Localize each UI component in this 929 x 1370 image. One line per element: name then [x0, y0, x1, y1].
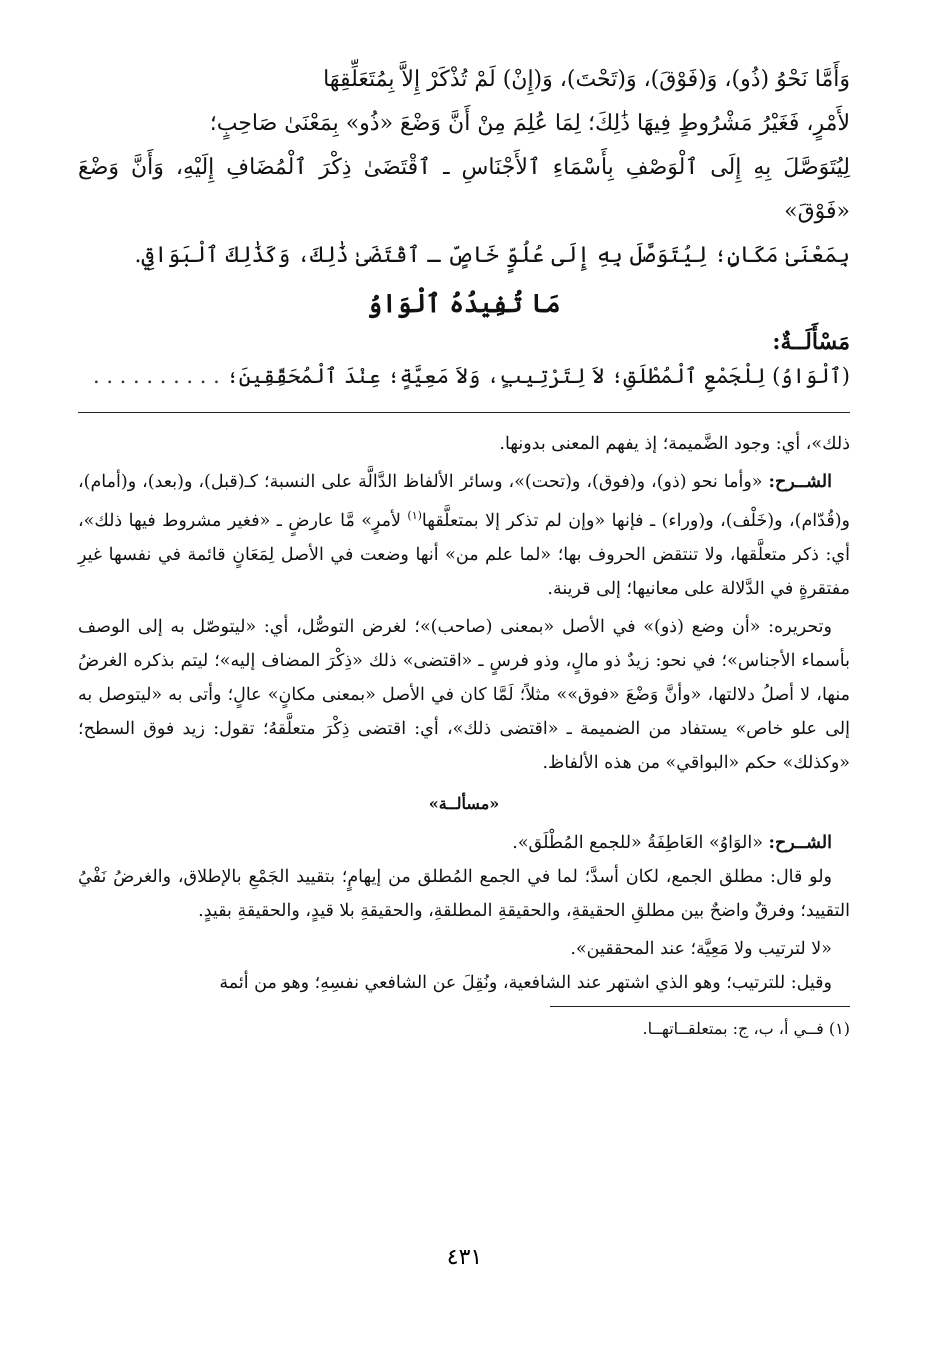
- sharh-text: لأمرٍ» مَّا عارضٍ ـ «فغير مشروط فيها ذلك»، أي: ذكر متعلَّقها، ولا تنتقض الحروف بها؛ «لما علم من» أنها وضعت في الأصل لِمَعَانٍ قائمة في نفسها غيرِ مفتقرةٍ في الدَّلالة على معانيها؛ إلى قرينة.: [78, 510, 850, 599]
- masala-text: (ٱلْوَاوُ) لِلْجَمْعِ ٱلْمُطْلَقِ؛ لاَ لِتَرْتِيبٍ، وَلاَ مَعِيَّةٍ؛ عِنْدَ ٱلْمُحَقِّقِينَ؛: [226, 364, 850, 388]
- footnote-rule: [550, 1006, 850, 1007]
- sharh-paragraph: ذلك»، أي: وجود الضَّميمة؛ إذ يفهم المعنى بدونها.: [499, 434, 850, 454]
- sharh-paragraph: وتحريره: «أن وضع (ذو)» في الأصل «بمعنى (صاحب)»؛ لغرض التوصُّل، أي: «ليتوصّل به إلى الوصف بأسماء الأجناس»؛ في نحو: زيدٌ ذو مالٍ، وذو فرسٍ ـ «اقتضى» ذلك «ذِكْرَ المضاف إليه»؛ ليتم بذكره الغرضُ منها، لا أصلُ دلالتها، «وأنَّ وَضْعَ «فوق»» مثلاً؛ لَمَّا كان في الأصل «بمعنى مكانٍ» عالٍ؛ وأتى به «ليتوصل به إلى علو خاص» يستفاد من الضميمة ـ «اقتضى ذلك»، أي: اقتضى ذِكْرَ متعلَّقهُ؛ تقول: زيد فوق السطح؛ «وكذلك» حكم «البواقي» من هذه الألفاظ.: [78, 616, 850, 773]
- footnote-marker: (١): [407, 509, 422, 522]
- sharh-block: [78, 427, 850, 1000]
- sharh-paragraph: [78, 465, 850, 606]
- sharh-paragraph: [78, 826, 850, 860]
- masala-subtitle: «مسألــة»: [428, 793, 500, 813]
- sharh-text: «وأما نحو (ذو)، و(فوق)، و(تحت)»، وسائر الألفاظ الدَّالَّة على النسبة؛ كـ(قبل)، و(بعد)، و(أمام)، و(قُدّام)، و(خَلْف)، و(وراء) ـ فإنها «وإن لم تذكر إلا بمتعلَّقها: [78, 472, 850, 531]
- sharh-paragraph: ولو قال: مطلق الجمع، لكان أسدَّ؛ لما في الجمع المُطلق من إيهامٍ؛ بتقييد الجَمْعِ بالإطلاق، والغرضُ نَفْيُ التقييد؛ وفرقٌ واضحٌ بين مطلقِ الحقيقةِ، والحقيقةِ المطلقةِ، والحقيقةِ بلا قيدٍ، والحقيقةِ بقيدٍ.: [78, 866, 850, 921]
- sharh-text: «الوَاوُ» العَاطِفَةُ «للجمع المُطْلَق».: [512, 832, 769, 853]
- sharh-label: الشــرح:: [768, 472, 832, 492]
- page-number: ٤٣١: [446, 1245, 483, 1270]
- section-title: مَا تُفِيدُهُ ٱلْوَاوُ: [367, 289, 561, 318]
- matn-line: لِيُتَوَصَّلَ بِهِ إِلَى ٱلْوَصْفِ بِأَسْمَاءِ ٱلأَجْنَاسِ ـ ٱقْتَضَىٰ ذِكْرَ ٱلْمُضَافِ إِلَيْهِ، وَأَنَّ وَضْعَ «فَوْقَ»: [78, 155, 850, 224]
- sharh-label: الشــرح:: [768, 832, 832, 853]
- footnote: (١) فــي أ، ب، ج: بمتعلقــاتهــا.: [642, 1018, 850, 1038]
- page-content: [78, 58, 850, 1043]
- masala-dots: . . . . . . . . . .: [92, 364, 220, 388]
- separator-rule: [78, 412, 850, 413]
- masala-line: [78, 358, 850, 394]
- sharh-paragraph: وقيل: للترتيب؛ وهو الذي اشتهر عند الشافعية، ونُقِلَ عن الشافعي نفسِهِ؛ وهو من أئمة: [219, 972, 832, 993]
- matn-line: بِمَعْنَىٰ مَكَانٍ؛ لِيُتَوَصَّلَ بِهِ إِلَى عُلُوٍّ خَاصٍّ ـ ٱقْتَضَىٰ ذَٰلِكَ، وَكَذَٰلِكَ ٱلْبَوَاقِي.: [134, 243, 850, 268]
- matn-line: لأَمْرٍ، فَغَيْرُ مَشْرُوطٍ فِيهَا ذَٰلِكَ؛ لِمَا عُلِمَ مِنْ أَنَّ وَضْعَ «ذُو» بِمَعْنَىٰ صَاحِبٍ؛: [209, 111, 850, 136]
- matn-line: وَأَمَّا نَحْوُ (ذُو)، وَ(فَوْقَ)، وَ(تَحْتَ)، وَ(إِنْ) لَمْ تُذْكَرْ إِلاَّ بِمُتَعَلِّقِهَا: [323, 67, 850, 92]
- masala-label: مَسْأَلَــةٌ:: [772, 329, 850, 355]
- matn-block: [78, 58, 850, 278]
- sharh-paragraph: «لا لترتيب ولا مَعِيَّة؛ عند المحققين».: [570, 938, 832, 959]
